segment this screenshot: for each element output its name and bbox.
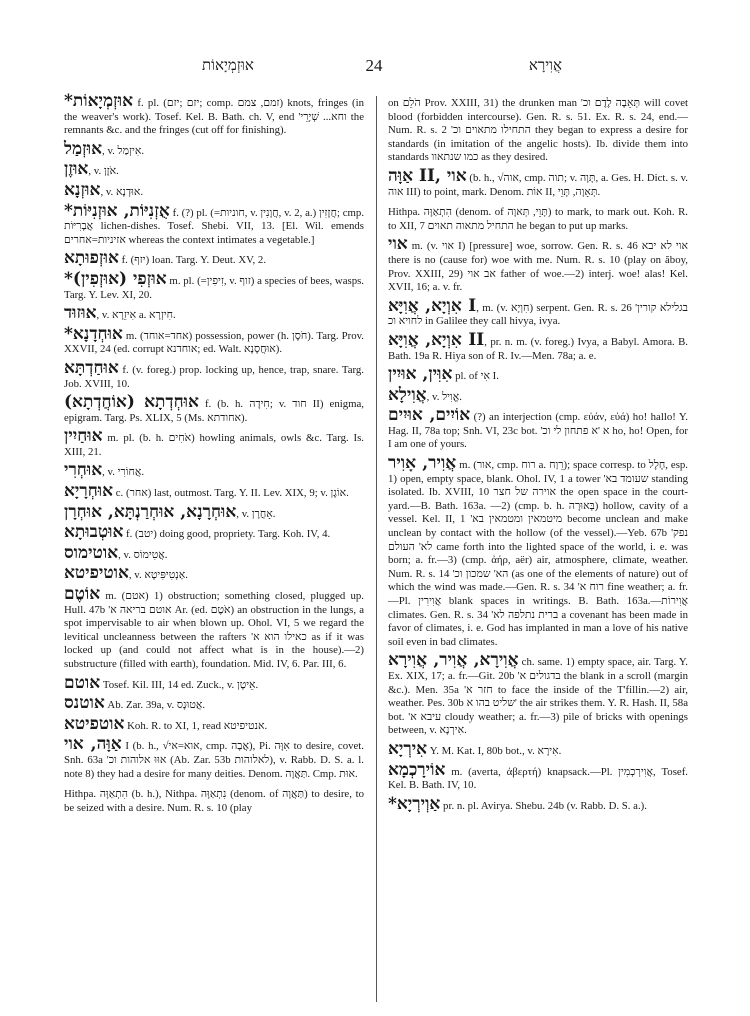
entry-headword: אוּחַיִין [64,426,103,447]
dictionary-entry [388,365,688,384]
entry-headword: *אַוְירְיָא [388,793,441,814]
dictionary-entry [64,674,364,693]
entry-definition: f. pl. (יזם ;יזם; comp. זמם, צמם) knots, fringes (in the weaver's work). Tosef. Kel. B. Bath. ch. V, end 'וחא... שְׁיָרֵי the remnants &c. and the fringes (cut off for finishing). [64,97,365,137]
dictionary-entry [64,92,364,138]
entry-definition: , v. אִיזֵרָא a. חִיזְרָא. [96,309,176,322]
dictionary-entry [64,359,364,391]
entry-headword: אוטנס [64,693,105,714]
entry-headword: אוֹטֶם [64,584,101,605]
dictionary-entry [64,503,364,522]
dictionary-entry [388,331,688,363]
dictionary-entry [64,585,364,672]
dictionary-entry [388,454,688,649]
entry-definition: , v. אַנְטִיפִּיטָא. [128,569,188,582]
dictionary-entry [64,325,364,357]
dictionary-entry [388,761,688,793]
entry-headword: אֲוִיר, אָוִיר [388,453,457,474]
entry-definition: m. (averta, ἀβερτή) knapsack.—Pl. אֲוִירְכְמִין, Tosef. Kel. B. Bath. IV, 10. [388,765,688,792]
entry-headword: אִוְיָא, אֲוִיָּא II [388,329,485,350]
entry-definition: m. (אחד=אוחד) possession, power (h. חֹסֶן). Targ. Prov. XXVII, 24 (ed. corrupt אוחדנא; ed. Walt. אוּחֲסָנָא). [64,329,365,356]
dictionary-entry [388,406,688,452]
right-column [388,92,688,815]
entry-definition: f. (b. h. חִידָה; v. חוד II) enigma, epigram. Targ. Ps. XLIX, 5 (Ms. אחודתא). [64,398,365,424]
left-column [64,92,364,817]
entry-headword: אַוָּה, אוי [64,734,122,755]
dictionary-entry [388,201,688,233]
entry-headword: אוּזְמַל [64,138,103,159]
entry-headword: אוּזוּד [64,303,97,324]
entry-definition: pl. of אִי I. [452,370,499,383]
dictionary-entry [64,181,364,200]
dictionary-entry [388,297,688,329]
dictionary-entry [64,694,364,713]
dictionary-entry [64,564,364,583]
entry-definition: m. (אטם) 1) obstruction; something closed, plugged up. Hull. 47b 'אוטם בריאה א Ar. (ed. אֹטֶם) an obstruction in the lungs, a spot impervisable to air when blown up. Ohol. VI, 5 we regard the levitical uncleanness between the rafters 'כאילו הוא א as if it was locked up (and could not affect what is in the house).—2) substructure (filled with earth), foundation. Mid. IV, 6. Par. III, 6. [64,590,364,670]
dictionary-entry [388,795,688,814]
dictionary-entry [64,482,364,501]
entry-definition: , v. אֲחוֹרִי. [102,466,145,479]
entry-headword: אוּחְרִי [64,460,103,481]
entry-headword: אוּטְבוּתָא [64,522,124,543]
dictionary-entry [64,715,364,734]
dictionary-entry [64,140,364,159]
dictionary-entry [64,393,364,425]
entry-definition: , v. אָחֳרָן. [236,507,276,520]
dictionary-entry [64,461,364,480]
entry-definition: on הֹלֵם Prov. XXIII, 31) the drunken man 'תְּאֵבָה לֶדֶם וכ will covet blood (forbidden intercourse). Gen. R. s. 51. Ex. R. s. 24, end.—Num. R. s. 2 'התחילו מתאוים וכ they began to express a desire for standards (in imitation of the angelic hosts). Ib. divide them into standards כמו שנתאוו as they desired. [388,97,689,164]
entry-definition: , v. אִיזְמַל. [102,144,145,157]
entry-definition: Koh. R. to XI, 1, read אנטיפיטא. [124,719,268,732]
dictionary-entry [388,386,688,405]
entry-headword: אוּחַדְתָּא [64,357,119,378]
entry-definition: Y. M. Kat. I, 80b bot., v. אִירָא. [427,744,562,757]
entry-headword: אוטימוס [64,542,119,563]
entry-headword: *אוּחְדָנָא [64,323,123,344]
entry-definition: I (b. h., √אוא=אי, cmp. אֲבָה), Pi. אִוָּה to desire, covet. Snh. 63a 'אוּוּ אלוהות וכ (Ab. Zar. 53b לאלוהות), v. Rabb. D. S. a. l. note 8) they had a desire for many deities. Denom. תַּאֲוָה. Cmp. אוּת. [64,740,364,780]
entry-headword: אוּזֶן [64,159,89,180]
dictionary-entry [64,735,364,781]
dictionary-entry [388,167,688,199]
entry-definition: f. (יטב) doing good, propriety. Targ. Koh. IV, 4. [123,528,331,541]
page-number: 24 [365,56,383,75]
entry-definition: f. (?) pl. (=חוניות, v. חֲוָנִין, v. 2, a.) חֲזָזִין; cmp. אֲבָרִיּוֹת lichen-dishes. Tosef. Shebi. VII, 13. [El. Wil. emends אזיניות=אחרים whereas the context intimates a vegetable.] [64,206,365,246]
entry-definition: (?) an interjection (cmp. εὐάν, εὐά) ho! hallo! Y. Hag. II, 78a top; Snh. VI, 23c bot. 'א 'א פתחון לי וכ ho, ho! Open, for I am one of yours. [388,411,688,451]
running-header [64,58,682,80]
entry-headword: *(אוּזְפִי (אוּזְפִין [64,268,167,289]
entry-headword: אוּחְרָיָא [64,481,114,502]
entry-headword: אִוְיָא, אֲוִיָּא I [388,295,477,316]
entry-definition: Tosef. Kil. III, 14 ed. Zuck., v. אֵיטָן. [100,678,259,691]
dictionary-entry [64,270,364,302]
entry-headword: אֲוִילָא [388,384,427,405]
entry-headword: *אוּזְמְיָאוֹת [64,91,134,111]
entry-headword: אוטם [64,672,101,693]
entry-definition: , m. (v. חִוְיָא) serpent. Gen. R. s. 26 'בגלילא קורין לחויא וכ in Galilee they call hivya, ivya. [388,301,689,328]
entry-headword: *אֻזְנִיּוֹת, אוּזְנִיּוֹת [64,200,170,221]
dictionary-entry [64,523,364,542]
entry-definition: f. (v. foreg.) prop. locking up, hence, trap, snare. Targ. Job. XVIII, 10. [64,363,364,390]
header-left-guideword: אוּזְמְיָאוֹת [202,58,254,74]
entry-headword: אִירְיָא [388,738,428,759]
dictionary-entry [64,544,364,563]
entry-headword: אוּזְפוּתָא [64,248,119,269]
entry-headword: אוטפיטא [64,713,125,734]
entry-definition: c. (אחר) last, outmost. Targ. Y. II. Lev. XIX, 9; v. אוֹגֶן. [113,487,349,500]
entry-headword: אוטיפיטא [64,563,129,584]
dictionary-entry [64,249,364,268]
entry-definition: m. (v. אוי I) [pressure] woe, sorrow. Gen. R. s. 46 אוי לא יבא there is no (cause for) woe with me. Num. R. s. 10 (play on ăboy, Prov. XXIII, 29) אב אוי father of woe.—2) interj. woe! alas! Kel. XVII, 16; a. v. fr. [388,240,689,294]
entry-headword: אֲוִירָא, אֲוִיר, אֲוִירָא [388,650,519,671]
entry-definition: f. (יזף) loan. Targ. Y. Deut. XV, 2. [118,254,267,267]
entry-headword: אַוָּה II, אוי [388,165,467,186]
entry-headword: אוֹירָכְמָא [388,759,446,780]
dictionary-entry [64,427,364,459]
column-divider [376,96,377,1002]
entry-headword: אוּחְדְתָא (אוֹחֲדְתָא) [64,392,199,413]
dictionary-entry [388,235,688,294]
entry-definition: , v. אוּדְנָא. [100,185,144,198]
entry-definition: , pr. n. m. (v. foreg.) Ivya, a Babyl. Amora. B. Bath. 19a R. Hiya son of R. Iv.—Men. 78a; a. e. [388,335,689,362]
entry-definition: pr. n. pl. Avirya. Shebu. 24b (v. Rabb. D. S. a.). [440,799,647,812]
dictionary-entry [64,304,364,323]
dictionary-entry [64,783,364,815]
entry-definition: , v. אֲטִימוֹס. [118,548,168,561]
entry-definition: Hithpa. הִתְאַוָּה (denom. of תָּוֵי, תְּאוָה) to mark, to mark out. Koh. R. to XII, 7 התחיל מתאוה תאוים he began to put up marks. [388,206,688,232]
header-right-guideword: אֲוִירָא [528,58,562,74]
entry-definition: , v. אֹזֶן. [88,165,119,178]
entry-definition: , v. אֱוִיל. [426,390,462,403]
entry-definition: m. (אור, cmp. רוח a. רֵוַח); space corresp. to חָלָל, esp. 1) open, empty space, blank. Ohol. IV, 1 a tower 'שעומד בא standing isolated. Ib. XVIII, 10 אוירה של חצר the open space in the court-yard.—B. Bath. 163a. —2) (cmp. b. h. בְּאוּרָה) hollow, cavity of a vessel. Kel. II, 1 'מיטמאין ומטמאין בא become unclean and make unclean by contact with the hollow (of the vessel).—Yeb. 67b 'נפק לא' העולם came forth into the lighted space of the world, i. e. was born; a. fr.—3) (cmp. ἀήρ, aër) air, atmosphere, climate, weather. Num. R. s. 14 'הא' שמכון וכ (as one of the elements of nature) out of which the wind was made.—Gen. R. s. 34 'רוח א fine weather; a. fr.—Pl. אֲוִירִין blank spaces in writings. B. Bath. 163a.—אֲוִירוֹת climates. Gen. R. s. 34 'ברית נתלפה לא a covenant has been made in favor of climates, i. e. God has implanted in man a love of his native soil even in bad climates. [388,459,689,648]
entry-definition: m. pl. (=זִיפִין, v. זוף) a species of bees, wasps. Targ. Y. Lev. XI, 20. [64,274,364,301]
entry-headword: אוי [388,234,408,255]
dictionary-entry [64,160,364,179]
dictionary-entry [64,202,364,248]
entry-definition: Ab. Zar. 39a, v. אֲטוּנָס. [104,699,206,712]
entry-headword: אוֹיִים, אוּיִים [388,405,471,426]
entry-headword: אִוִּין, אוּיִין [388,364,453,385]
entry-definition: Hithpa. הִתְאַוָּה (b. h.), Nithpa. נִתְאַוָּה (denom. of תַּאֲוָה) to desire, to be seized with a desire. Num. R. s. 10 (play [64,788,364,814]
entry-headword: אוּזְנָא [64,179,101,200]
entry-definition: ch. same. 1) empty space, air. Targ. Y. Ex. XIX, 17; a. fr.—Git. 20b 'בדגולים א the blank in a scroll (margin &c.). Men. 35a 'חזר א to face the inside of the T'fillin.—2) air, weather. Pes. 30b שליט בהו א' the air strikes them. Y. R. Hash. II, 58a bot. 'עיבא א cloudy weather; a. fr.—3) pile of bricks with openings between, v. אִירְנָא. [388,656,688,737]
entry-definition: (b. h., √אוה, cmp. תוה; v. תָּוָה, a. Ges. H. Dict. s. v. אוה III) to point, mark. Denom. אוֹת II, תְּאָוָה, תָּוֵי. [388,171,688,198]
dictionary-entry [388,92,688,165]
dictionary-entry [388,651,688,738]
dictionary-entry [388,740,688,759]
entry-definition: m. pl. (b. h. אֹחִים) howling animals, owls &c. Targ. Is. XIII, 21. [64,432,365,458]
entry-headword: אוּחְרָנָא, אוּחְרַנְתָּא, אוּחְרָן [64,501,237,522]
